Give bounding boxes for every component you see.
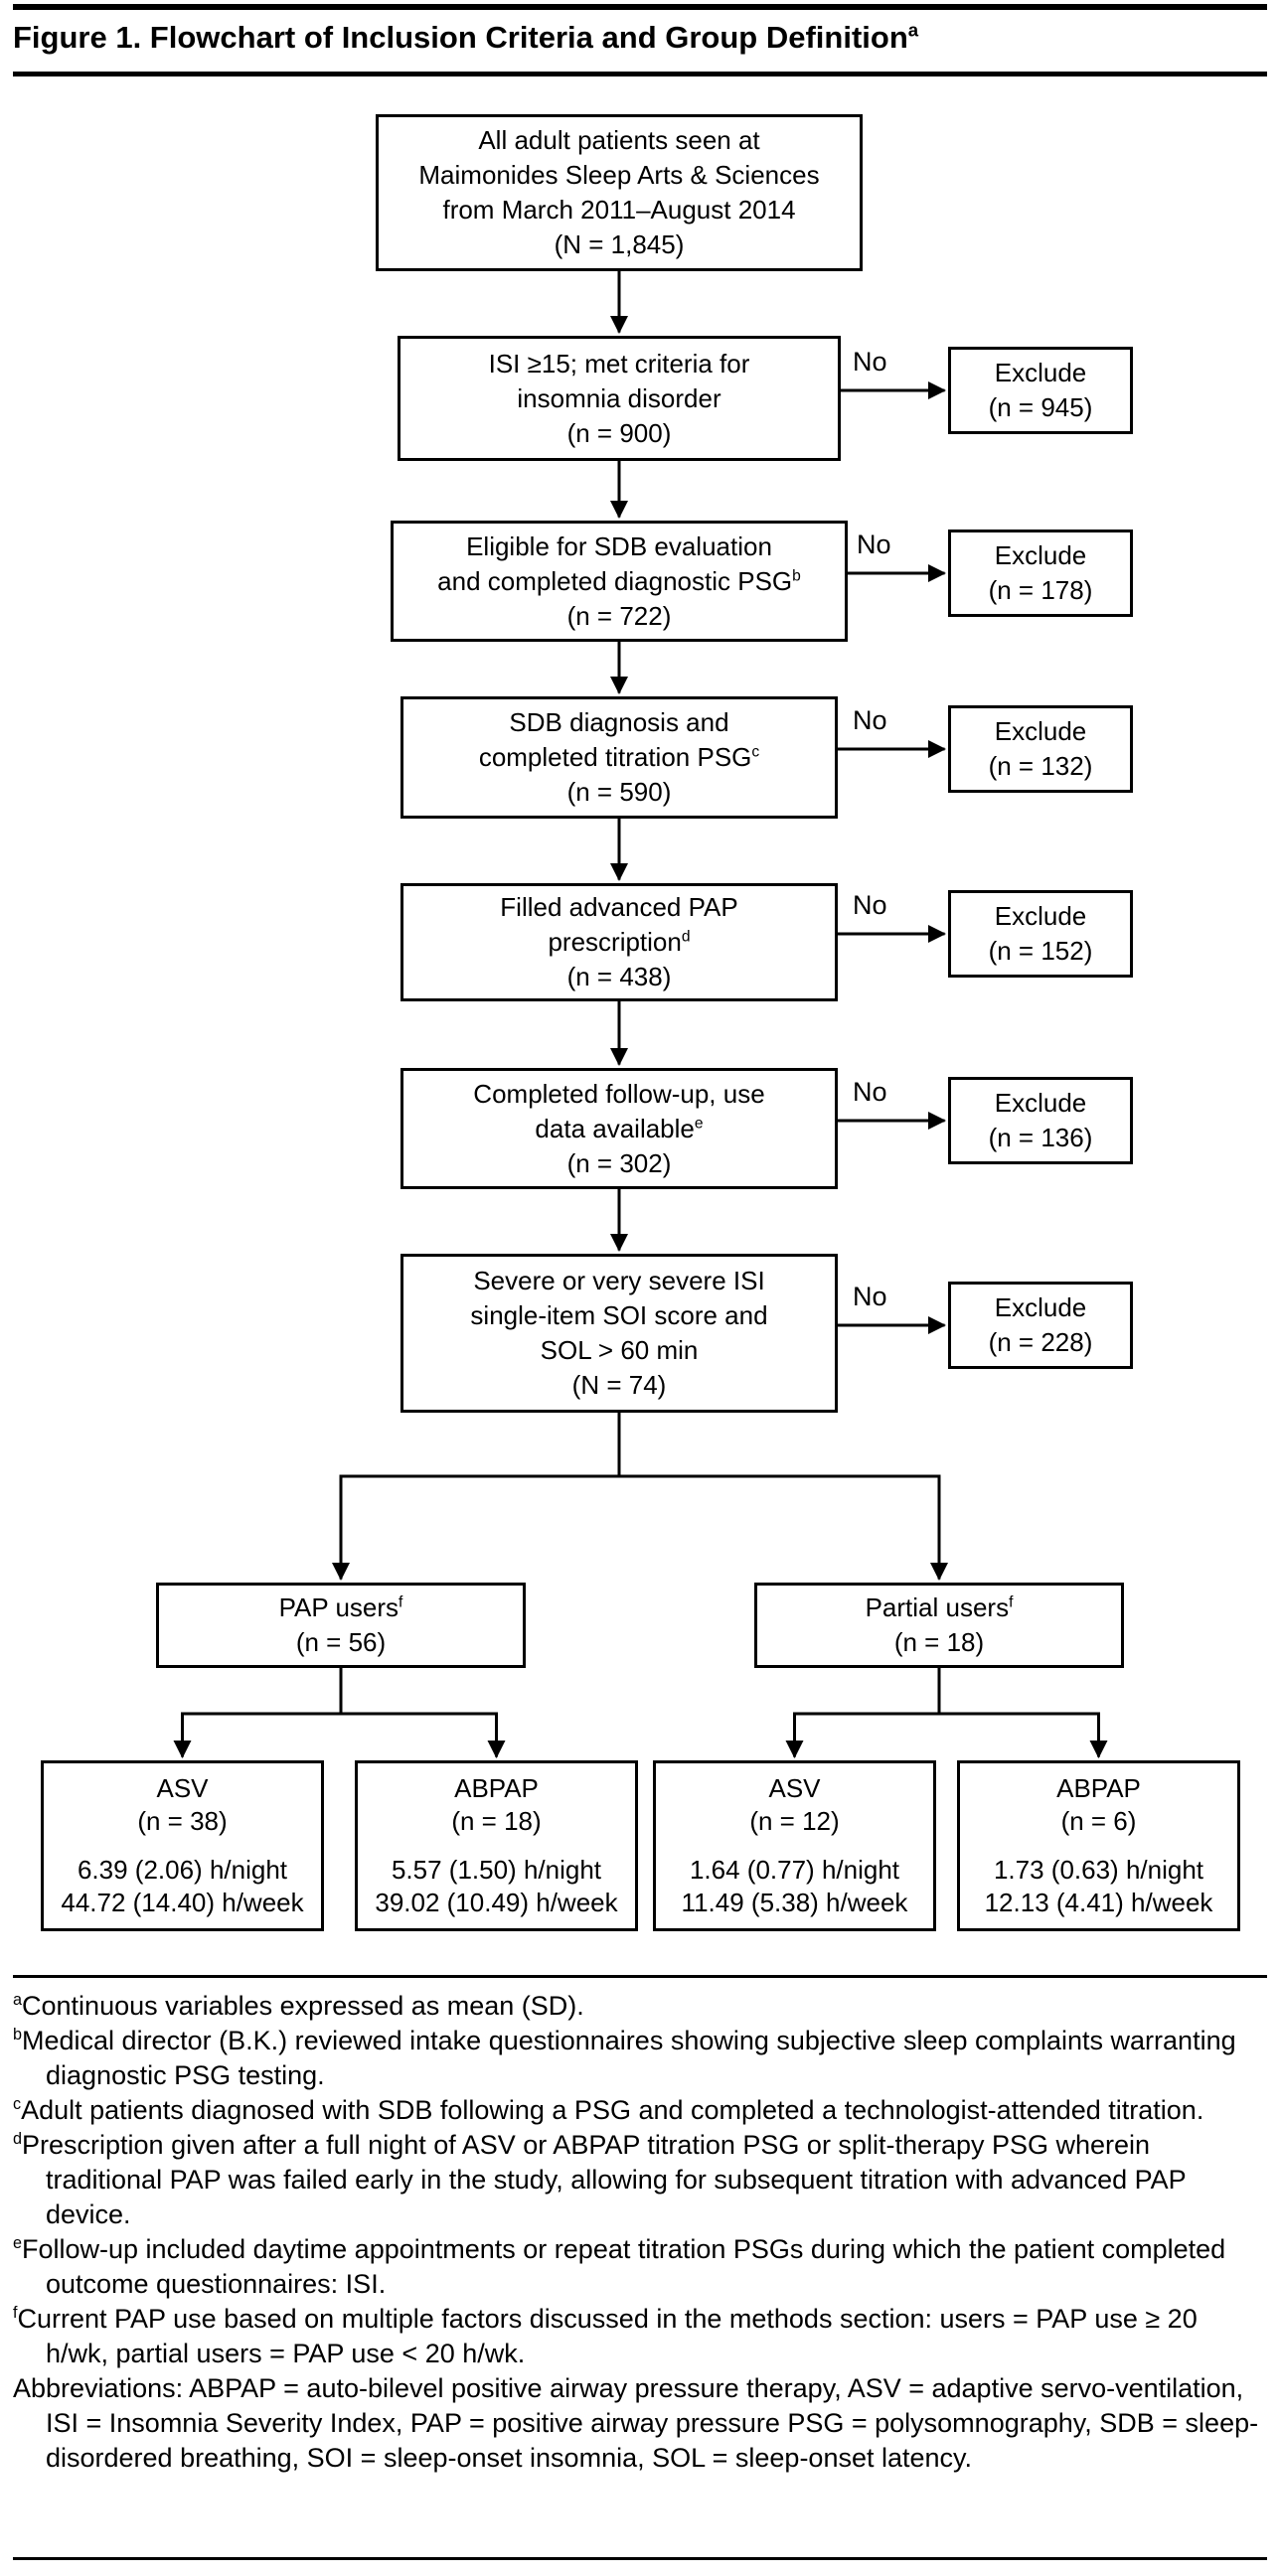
box-line-text: PAP users — [278, 1592, 400, 1622]
superscript-marker: c — [751, 743, 760, 761]
footnote-b — [13, 2024, 1267, 2093]
box-line: (n = 152) — [988, 936, 1093, 966]
box-line: Exclude — [994, 901, 1087, 931]
box-line: ABPAP — [1056, 1773, 1141, 1803]
box-line-text: completed titration PSG — [478, 742, 752, 772]
box-line: Severe or very severe ISI — [473, 1266, 765, 1295]
box-line: SDB diagnosis and — [509, 707, 729, 737]
box-line: Exclude — [994, 540, 1087, 570]
box-line: (n = 18) — [451, 1806, 542, 1836]
box-line: Exclude — [994, 716, 1087, 746]
superscript-marker: f — [399, 1593, 403, 1611]
box-line: 1.64 (0.77) h/night — [689, 1855, 900, 1885]
flow-box-all-patients — [376, 114, 863, 271]
box-line — [279, 1591, 403, 1625]
box-line: insomnia disorder — [517, 382, 721, 413]
exclude-box — [948, 1282, 1133, 1369]
box-line: from March 2011–August 2014 — [442, 195, 796, 225]
group-box-partial-users — [754, 1583, 1124, 1668]
box-line: 11.49 (5.38) h/week — [681, 1888, 908, 1917]
title-underline-rule — [13, 72, 1267, 76]
footnote-text: Follow-up included daytime appointments or repeat titration PSGs during which the patient completed outcome questionnaires: ISI. — [22, 2234, 1226, 2299]
box-line: Exclude — [994, 1292, 1087, 1322]
no-label: No — [853, 347, 887, 377]
box-line — [437, 564, 801, 599]
box-line: (n = 132) — [988, 751, 1093, 781]
flow-box-follow-up — [400, 1068, 838, 1189]
group-box-pap-users — [156, 1583, 526, 1668]
box-line: Completed follow-up, use — [473, 1078, 765, 1109]
superscript-marker: b — [792, 566, 801, 584]
footnote-text: Adult patients diagnosed with SDB following a PSG and completed a technologist-attended titration. — [21, 2095, 1204, 2125]
box-line: Exclude — [994, 1088, 1087, 1118]
footnote-marker: e — [13, 2234, 23, 2252]
box-line: (n = 228) — [988, 1327, 1093, 1357]
footnote-marker: f — [13, 2304, 18, 2322]
exclude-box — [948, 347, 1133, 434]
box-line: 5.57 (1.50) h/night — [391, 1855, 602, 1885]
no-label: No — [853, 1077, 887, 1107]
footnote-text: Prescription given after a full night of ASV or ABPAP titration PSG or split-therapy PSG wherein traditional PAP was failed early in the study, allowing for subsequent titration with advanced PAP device. — [22, 2130, 1187, 2229]
box-line: (n = 38) — [137, 1806, 228, 1836]
flow-box-sdb-diagnosis — [400, 696, 838, 819]
flow-box-pap-prescription — [400, 883, 838, 1001]
footnote-marker: b — [13, 2026, 23, 2044]
box-line: ASV — [768, 1773, 821, 1803]
exclude-box — [948, 1077, 1133, 1164]
footnote-a — [13, 1989, 1267, 2024]
box-line — [479, 740, 759, 775]
box-line-text: prescription — [548, 927, 682, 957]
box-line: (n = 56) — [295, 1627, 387, 1657]
flow-box-isi-criteria — [398, 336, 841, 461]
no-label: No — [853, 705, 887, 735]
box-line: SOL > 60 min — [540, 1335, 699, 1365]
outcome-box-partial-asv — [653, 1760, 936, 1931]
box-line: Maimonides Sleep Arts & Sciences — [418, 160, 820, 190]
box-line: (n = 945) — [988, 392, 1093, 422]
box-line: (n = 302) — [566, 1147, 672, 1178]
exclude-box — [948, 530, 1133, 617]
bottom-rule — [13, 2557, 1267, 2560]
box-line: single-item SOI score and — [470, 1300, 768, 1330]
footnotes — [13, 1989, 1267, 2476]
exclude-box — [948, 890, 1133, 978]
box-line: (N = 74) — [571, 1370, 667, 1400]
box-line: 6.39 (2.06) h/night — [77, 1855, 288, 1885]
box-line: (n = 12) — [749, 1806, 840, 1836]
footnote-text: Current PAP use based on multiple factors discussed in the methods section: users = PAP use ≥ 20 h/wk, partial users = PAP use < 20 h/wk. — [17, 2304, 1198, 2368]
box-line-text: data available — [535, 1113, 695, 1143]
box-line: (n = 18) — [893, 1627, 985, 1657]
box-line: ISI ≥15; met criteria for — [488, 348, 750, 379]
footnote-e — [13, 2232, 1267, 2302]
outcome-box-pap-asv — [41, 1760, 324, 1931]
figure-title-text: Figure 1. Flowchart of Inclusion Criteria and Group Definition — [13, 20, 908, 55]
top-rule — [13, 4, 1267, 10]
flow-box-sdb-evaluation — [391, 521, 848, 642]
box-line: 12.13 (4.41) h/week — [984, 1888, 1213, 1917]
footnote-d — [13, 2128, 1267, 2232]
box-line: (N = 1,845) — [554, 229, 685, 259]
box-line-text: and completed diagnostic PSG — [437, 565, 793, 596]
footnote-text: Continuous variables expressed as mean (SD). — [22, 1991, 584, 2021]
box-line-text: Partial users — [865, 1592, 1010, 1622]
footnote-marker: c — [13, 2095, 22, 2113]
footnote-marker: d — [13, 2130, 23, 2148]
no-label: No — [857, 530, 891, 559]
footnote-c — [13, 2093, 1267, 2128]
figure-title-superscript: a — [907, 19, 919, 41]
box-line: Filled advanced PAP — [500, 892, 738, 922]
box-line: 44.72 (14.40) h/week — [61, 1888, 304, 1917]
box-line: 39.02 (10.49) h/week — [375, 1888, 618, 1917]
outcome-box-partial-abpap — [957, 1760, 1240, 1931]
no-label: No — [853, 1282, 887, 1311]
no-label: No — [853, 890, 887, 920]
footnote-separator-rule — [13, 1975, 1267, 1978]
box-line: All adult patients seen at — [478, 125, 760, 155]
box-line: (n = 178) — [988, 575, 1093, 605]
footnote-f — [13, 2302, 1267, 2371]
box-line: (n = 136) — [988, 1123, 1093, 1152]
box-line: (n = 590) — [566, 777, 672, 807]
box-line: (n = 722) — [566, 600, 672, 631]
footnote-marker: a — [13, 1991, 23, 2009]
superscript-marker: f — [1009, 1593, 1014, 1611]
box-line: ABPAP — [454, 1773, 539, 1803]
footnote-text: Abbreviations: ABPAP = auto-bilevel positive airway pressure therapy, ASV = adaptive servo-ventilation, ISI = Insomnia Severity Index, PAP = positive airway pressure PSG = polysomnography, SDB = sleep-disordered breathing, SOI = sleep-onset insomnia, SOL = sleep-onset latency. — [13, 2373, 1259, 2473]
flow-box-severe-isi — [400, 1254, 838, 1413]
footnote-text: Medical director (B.K.) reviewed intake questionnaires showing subjective sleep complaints warranting diagnostic PSG testing. — [22, 2026, 1236, 2090]
box-line: (n = 6) — [1060, 1806, 1137, 1836]
box-line: ASV — [156, 1773, 209, 1803]
box-line: 1.73 (0.63) h/night — [993, 1855, 1204, 1885]
superscript-marker: e — [694, 1114, 704, 1132]
exclude-box — [948, 705, 1133, 793]
footnote-abbreviations — [13, 2371, 1267, 2476]
box-line: Eligible for SDB evaluation — [466, 530, 772, 561]
figure-title — [13, 20, 918, 56]
box-line: (n = 438) — [566, 962, 672, 991]
box-line — [548, 925, 690, 960]
outcome-box-pap-abpap — [355, 1760, 638, 1931]
box-line — [866, 1591, 1014, 1625]
box-line — [535, 1112, 703, 1146]
superscript-marker: d — [681, 928, 691, 946]
box-line: Exclude — [994, 358, 1087, 387]
box-line: (n = 900) — [566, 417, 672, 448]
